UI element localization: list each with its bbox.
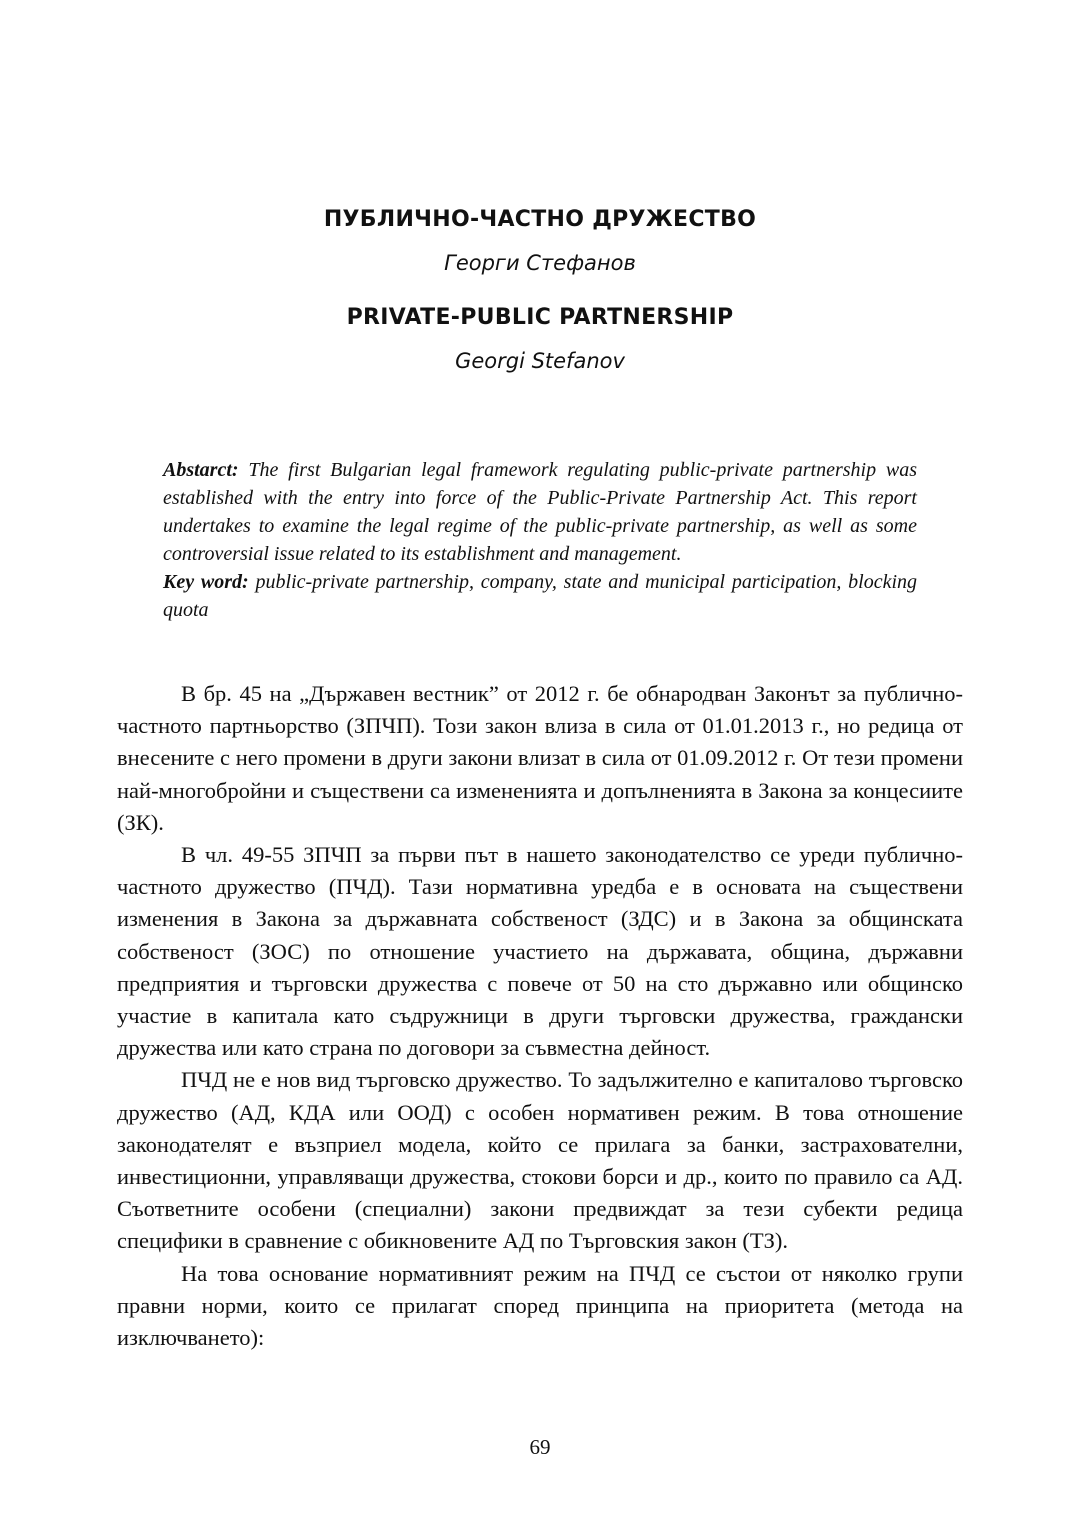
- author-name-en: Georgi Stefanov: [455, 349, 625, 373]
- body-paragraph-2: В чл. 49-55 ЗПЧП за първи път в нашето законодателство се уреди публично-частното дружество (ПЧД). Тази нормативна уредба е в основата на съществени изменения в Закона за държавната собственост (ЗДС) и в Закона за общинската собственост (ЗОС) по отношение участието на държавата, община, държавни предприятия и търговски дружества с повече от 50 на сто държавно или общинско участие в капитала като съдружници в други търговски дружества, граждански дружества или като страна по договори за съвместна дейност.: [117, 842, 963, 1061]
- paper-title-bg: ПУБЛИЧНО-ЧАСТНО ДРУЖЕСТВО: [323, 207, 757, 232]
- abstract-paragraph: [163, 456, 917, 568]
- body-paragraph-1: В бр. 45 на „Държавен вестник” от 2012 г. бе обнародван Законът за публично-частното партньорство (ЗПЧП). Този закон влиза в сила от 01.01.2013 г., но редица от внесените с него промени в други закони влизат в сила от 01.09.2012 г. От тези промени най-многобройни и съществени са измененията и допълненията в Закона за концесиите (ЗК).: [117, 681, 963, 835]
- keywords-text: public-private partnership, company, state and municipal participation, blocking quota: [163, 571, 917, 621]
- abstract-text: The first Bulgarian legal framework regulating public-private partnership was established with the entry into force of the Public-Private Partnership Act. This report undertakes to examine the legal regime of the public-private partnership, as well as some controversial issue related to its establishment and management.: [163, 459, 918, 565]
- author-name-bg: Георги Стефанов: [444, 251, 636, 275]
- body-paragraph-4: На това основание нормативният режим на ПЧД се състои от няколко групи правни норми, които се прилагат според принципа на приоритета (метода на изключването):: [117, 1260, 963, 1351]
- body-text: [117, 678, 963, 1354]
- body-paragraph-3: ПЧД не е нов вид търговско дружество. То задължително е капиталово търговско дружество (АД, КДА или ООД) с особен нормативен режим. В това отношение законодателят е възприел модела, който се прилага за банки, застрахователни, инвестиционни, управляващи дружества, стокови борси и др., които по правило са АД. Съответните особени (специални) закони предвиждат за тези субекти редица специфики в сравнение с обикновените АД по Търговския закон (ТЗ).: [117, 1067, 963, 1254]
- page-number: 69: [529, 1435, 551, 1459]
- keywords-paragraph: [163, 568, 917, 624]
- abstract-block: [163, 456, 917, 624]
- abstract-label: Abstarct:: [163, 459, 239, 481]
- paper-title-en: PRIVATE-PUBLIC PARTNERSHIP: [346, 305, 734, 330]
- keywords-label: Key word:: [163, 571, 249, 593]
